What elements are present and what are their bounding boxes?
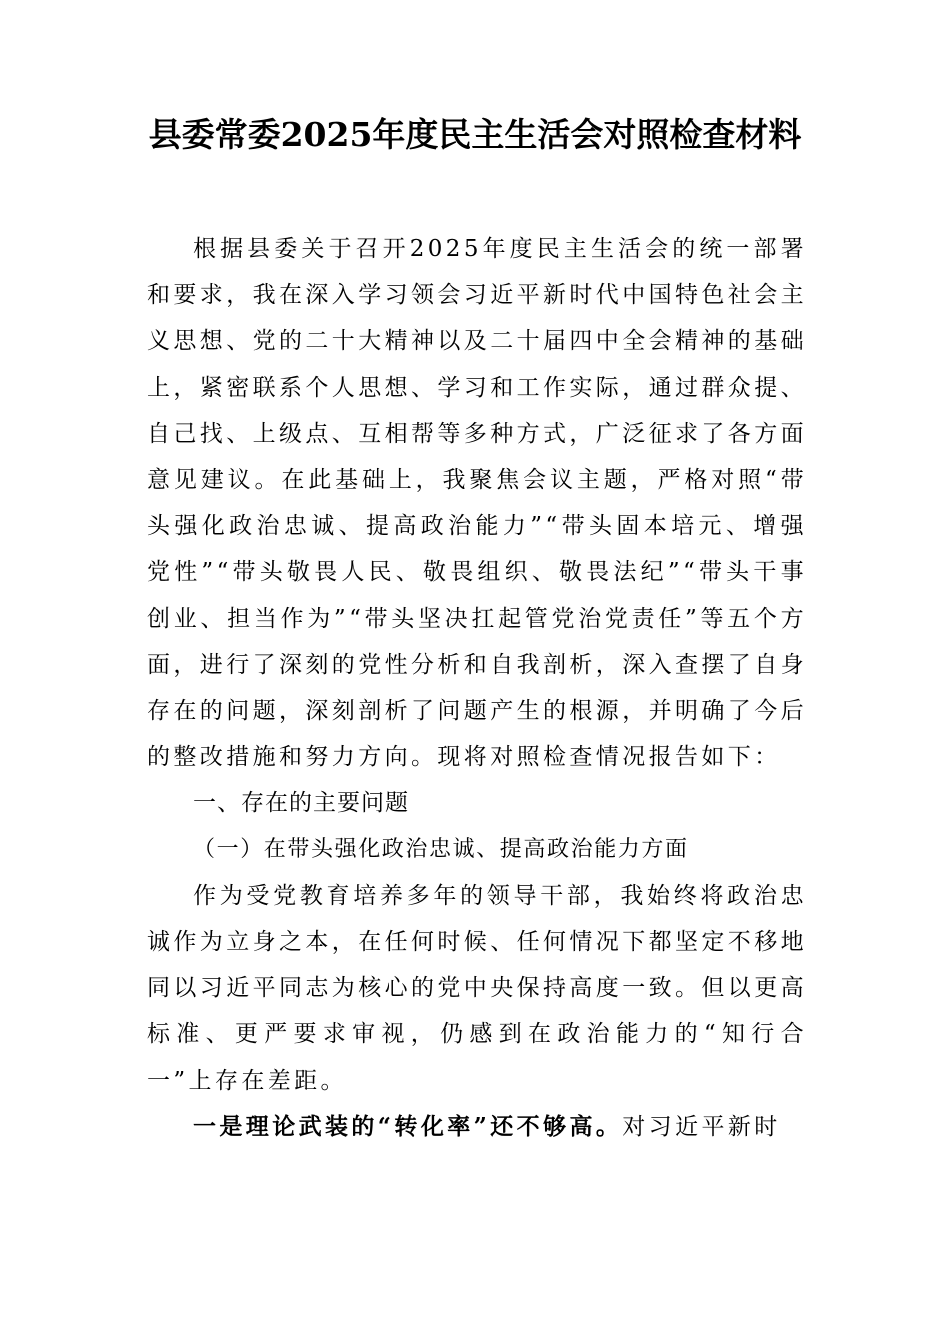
intro-paragraph: 根据县委关于召开2025年度民主生活会的统一部署和要求，我在深入学习领会习近平新时代中国特色社会主义思想、党的二十大精神以及二十届四中全会精神的基础上，紧密联系个人思想、学习和工作实际，通过群众提、自己找、上级点、互相帮等多种方式，广泛征求了各方面意见建议。在此基础上，我聚焦会议主题，严格对照“带头强化政治忠诚、提高政治能力”“带头固本培元、增强党性”“带头敬畏人民、敬畏组织、敬畏法纪”“带头干事创业、担当作为”“带头坚决扛起管党治党责任”等五个方面，进行了深刻的党性分析和自我剖析，深入查摆了自身存在的问题，深刻剖析了问题产生的根源，并明确了今后的整改措施和努力方向。现将对照检查情况报告如下：: [147, 236, 807, 771]
document-body: [147, 226, 807, 1150]
point-1-text: 对习近平新时: [622, 1113, 781, 1140]
section-1-heading: 一、存在的主要问题: [193, 790, 409, 817]
point-1-lead: 一是理论武装的“转化率”还不够高。: [193, 1112, 623, 1140]
document-title: 县委常委2025年度民主生活会对照检查材料: [148, 115, 802, 154]
point-1-paragraph: [147, 1104, 807, 1150]
subsection-1-paragraph: 作为受党教育培养多年的领导干部，我始终将政治忠诚作为立身之本，在任何时候、任何情况下都坚定不移地同以习近平同志为核心的党中央保持高度一致。但以更高标准、更严要求审视，仍感到在政治能力的“知行合一”上存在差距。: [147, 882, 807, 1094]
subsection-1-heading: （一）在带头强化政治忠诚、提高政治能力方面: [193, 836, 689, 862]
